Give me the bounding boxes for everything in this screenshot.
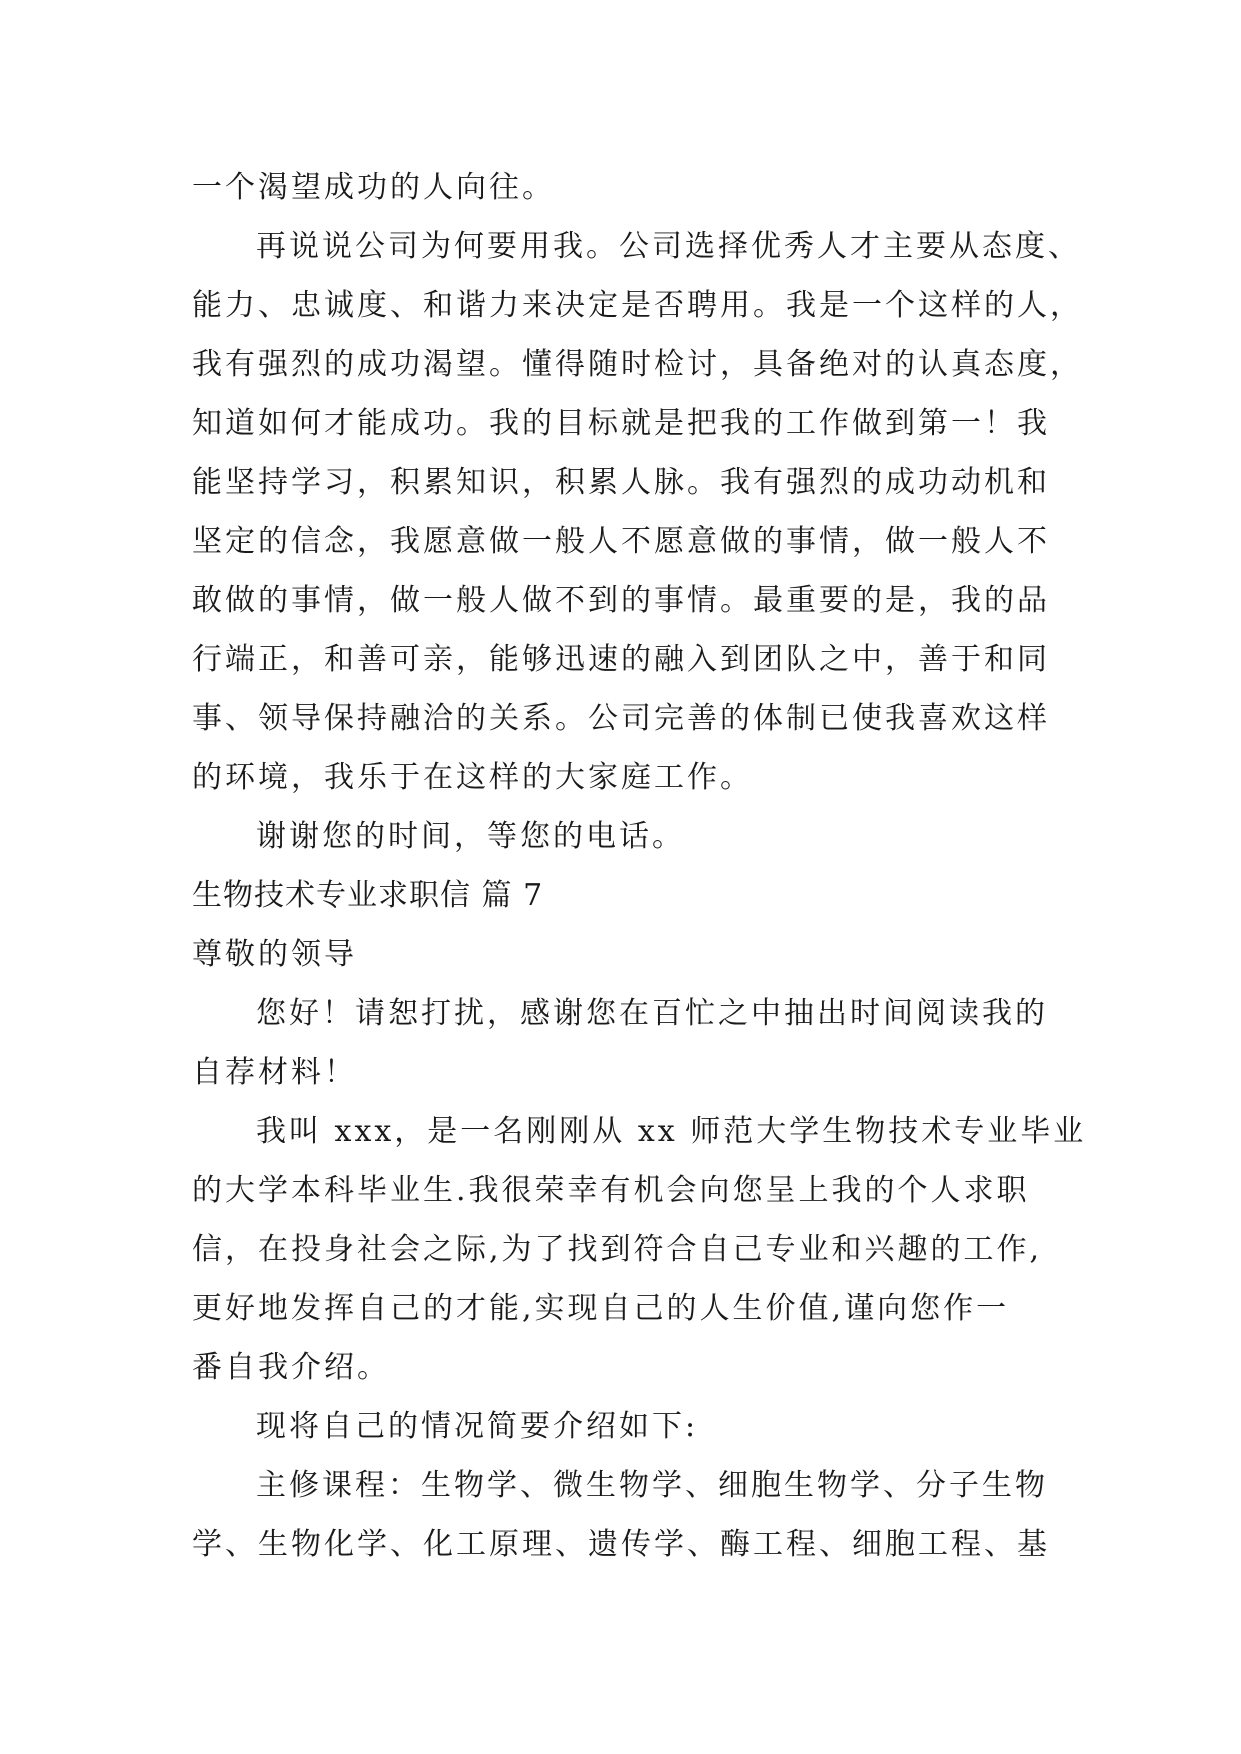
text-line: 番自我介绍。 (192, 1350, 390, 1385)
text-line: 行端正，和善可亲，能够迅速的融入到团队之中，善于和同 (192, 642, 1050, 677)
text-line: 谢谢您的时间，等您的电话。 (256, 819, 685, 854)
text-line: 我有强烈的成功渴望。懂得随时检讨，具备绝对的认真态度， (192, 347, 1083, 382)
text-line: 信，在投身社会之际,为了找到符合自己专业和兴趣的工作, (192, 1232, 1043, 1267)
text-line: 的环境，我乐于在这样的大家庭工作。 (192, 760, 753, 795)
section-heading: 生物技术专业求职信 篇 7 (192, 878, 544, 913)
text-line: 事、领导保持融洽的关系。公司完善的体制已使我喜欢这样 (192, 701, 1050, 736)
text-line: 知道如何才能成功。我的目标就是把我的工作做到第一！我 (192, 406, 1050, 441)
text-line: 您好！请恕打扰，感谢您在百忙之中抽出时间阅读我的 (256, 996, 1048, 1031)
text-line: 再说说公司为何要用我。公司选择优秀人才主要从态度、 (256, 229, 1081, 264)
text-line: 能坚持学习，积累知识，积累人脉。我有强烈的成功动机和 (192, 465, 1050, 500)
document-body (192, 158, 1087, 1574)
text-line: 坚定的信念，我愿意做一般人不愿意做的事情，做一般人不 (192, 524, 1050, 559)
text-line: 敢做的事情，做一般人做不到的事情。最重要的是，我的品 (192, 583, 1050, 618)
text-line: 能力、忠诚度、和谐力来决定是否聘用。我是一个这样的人， (192, 288, 1083, 323)
text-line: 主修课程：生物学、微生物学、细胞生物学、分子生物 (256, 1468, 1048, 1503)
salutation: 尊敬的领导 (192, 937, 357, 972)
text-line: 现将自己的情况简要介绍如下: (256, 1409, 699, 1444)
text-line: 的大学本科毕业生.我很荣幸有机会向您呈上我的个人求职 (192, 1173, 1030, 1208)
text-line: 我叫 xxx，是一名刚刚从 xx 师范大学生物技术专业毕业 (256, 1114, 1087, 1149)
text-line: 更好地发挥自己的才能,实现自己的人生价值,谨向您作一 (192, 1291, 1010, 1326)
text-line: 一个渴望成功的人向往。 (192, 170, 555, 205)
text-line: 自荐材料！ (192, 1055, 357, 1090)
text-line: 学、生物化学、化工原理、遗传学、酶工程、细胞工程、基 (192, 1527, 1050, 1562)
